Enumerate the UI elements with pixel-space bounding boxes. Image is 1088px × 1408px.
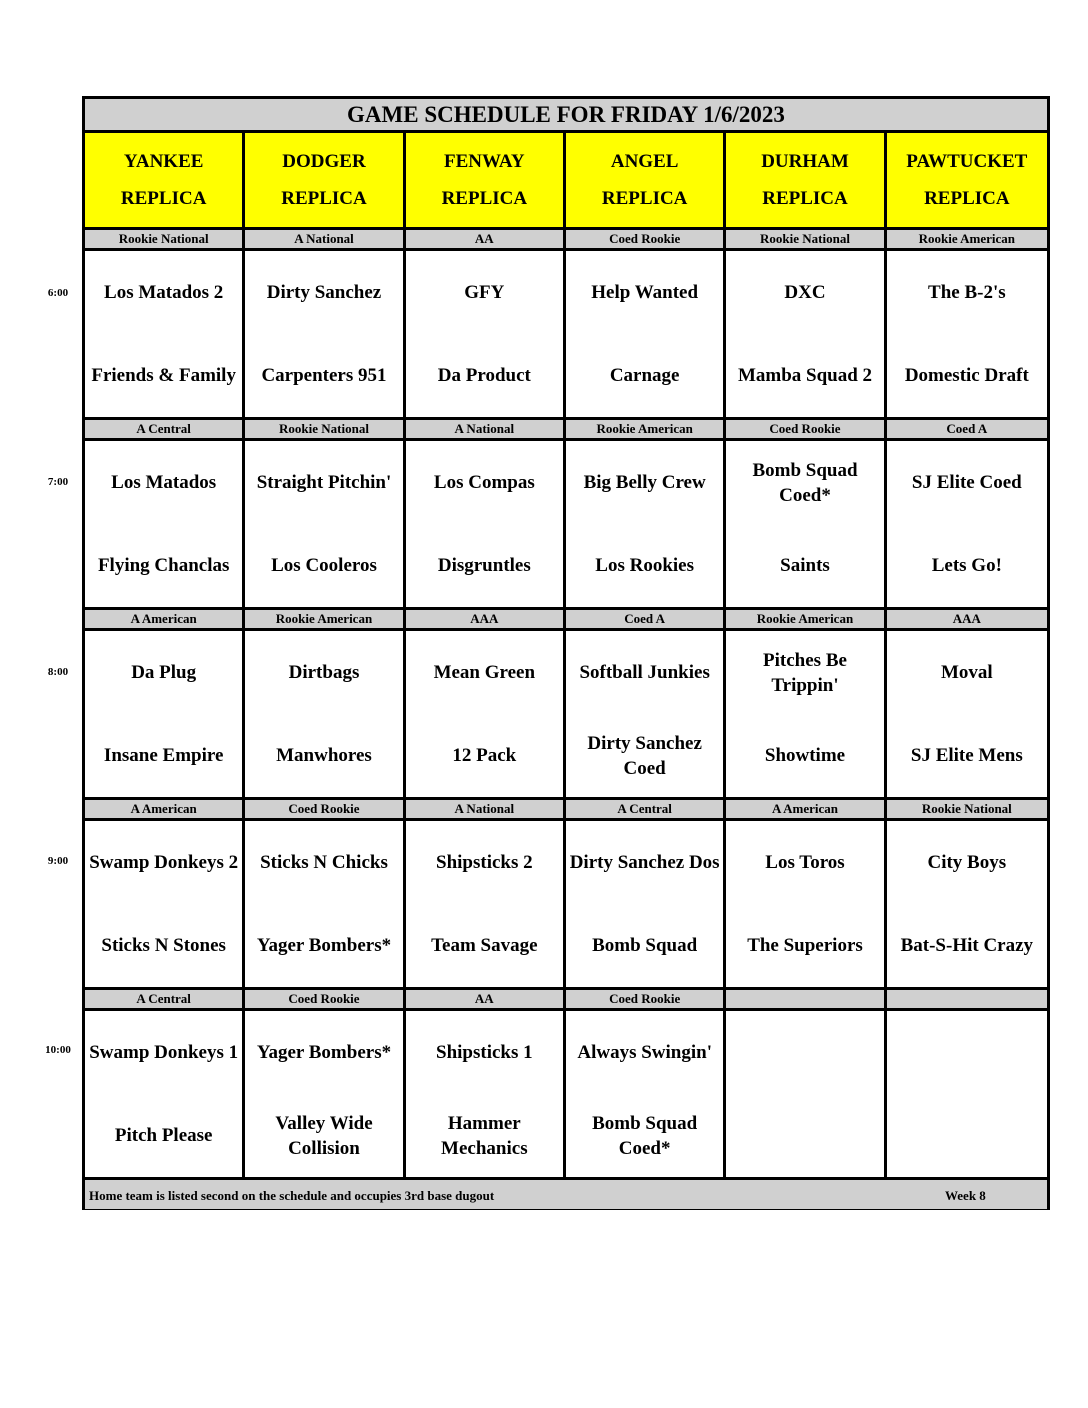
away-team: Bomb Squad Coed*: [752, 459, 858, 506]
away-team: Dirty Sanchez Dos: [569, 852, 720, 873]
away-team: Pitches Be Trippin': [763, 649, 847, 696]
away-team: Always Swingin': [577, 1042, 712, 1063]
division-label: Coed Rookie: [726, 417, 886, 441]
field-subtitle: REPLICA: [120, 188, 207, 209]
game-cell: [887, 631, 1047, 797]
home-team: Disgruntles: [437, 555, 531, 576]
game-cell: [245, 821, 405, 987]
game-cell: [406, 251, 566, 417]
game-cell: [406, 1011, 566, 1177]
game-cell: [726, 251, 886, 417]
game-cell: [887, 251, 1047, 417]
home-team: Insane Empire: [103, 745, 224, 766]
game-cell: [85, 441, 245, 607]
division-label: Rookie American: [887, 227, 1047, 251]
game-cell: [85, 1011, 245, 1177]
game-cell: [726, 441, 886, 607]
home-team: Bat-S-Hit Crazy: [900, 935, 1034, 956]
home-team: Carnage: [609, 365, 680, 386]
game-cell: [887, 441, 1047, 607]
field-subtitle: REPLICA: [281, 188, 367, 209]
division-label: Coed Rookie: [245, 987, 405, 1011]
game-cell: [406, 821, 566, 987]
home-team: Dirty Sanchez Coed: [587, 732, 702, 779]
division-label: A National: [406, 417, 566, 441]
away-team: Dirtbags: [288, 662, 360, 683]
home-team: Valley Wide Collision: [275, 1112, 373, 1159]
away-team: DXC: [784, 282, 826, 303]
division-label: Rookie American: [245, 607, 405, 631]
schedule-title: GAME SCHEDULE FOR FRIDAY 1/6/2023: [85, 99, 1047, 133]
division-label: A National: [245, 227, 405, 251]
division-label: Rookie American: [566, 417, 726, 441]
field-header-dodger: [245, 133, 405, 227]
away-team: Los Matados 2: [104, 282, 224, 303]
game-cell: [245, 251, 405, 417]
field-name: ANGEL: [610, 151, 679, 172]
game-cell: [245, 631, 405, 797]
game-cell: [566, 631, 726, 797]
field-name: DURHAM: [761, 151, 849, 172]
home-team: [726, 1094, 883, 1177]
away-team: Yager Bombers*: [256, 1042, 392, 1063]
field-name: DODGER: [282, 151, 366, 172]
home-team: Hammer Mechanics: [441, 1112, 528, 1159]
time-label: 8:00: [47, 666, 69, 678]
home-team: Pitch Please: [114, 1125, 213, 1146]
away-team: Moval: [940, 662, 993, 683]
division-label: A American: [726, 797, 886, 821]
game-cell: [85, 631, 245, 797]
home-team: Lets Go!: [931, 555, 1002, 576]
week-label: Week 8: [945, 1188, 986, 1203]
home-team: Saints: [780, 555, 830, 576]
field-subtitle: REPLICA: [441, 188, 528, 209]
field-header-fenway: [406, 133, 566, 227]
home-team: [887, 1094, 1047, 1177]
game-cell: [887, 821, 1047, 987]
division-label: Coed A: [566, 607, 726, 631]
game-cell: [245, 441, 405, 607]
home-team: Domestic Draft: [904, 365, 1029, 386]
footer-note: Home team is listed second on the schedule and occupies 3rd base dugout: [89, 1188, 495, 1203]
division-label: Rookie National: [726, 227, 886, 251]
division-label: Rookie National: [887, 797, 1047, 821]
division-label: A American: [85, 607, 245, 631]
game-cell: [245, 1011, 405, 1177]
away-team: Straight Pitchin': [256, 472, 392, 493]
away-team: SJ Elite Coed: [911, 472, 1022, 493]
division-label: AA: [406, 227, 566, 251]
division-label: Rookie American: [726, 607, 886, 631]
away-team: GFY: [464, 282, 505, 303]
home-team: Los Cooleros: [271, 555, 377, 576]
game-cell: [887, 1011, 1047, 1177]
game-cell: [566, 441, 726, 607]
home-team: Bomb Squad Coed*: [592, 1112, 698, 1159]
division-label: AA: [406, 987, 566, 1011]
schedule-footer: [85, 1177, 1047, 1209]
home-team: 12 Pack: [452, 745, 517, 766]
away-team: The B-2's: [928, 282, 1006, 303]
field-name: YANKEE: [123, 151, 204, 172]
home-team: Carpenters 951: [261, 365, 387, 386]
game-cell: [566, 821, 726, 987]
game-cell: [406, 631, 566, 797]
away-team: Da Plug: [131, 662, 197, 683]
away-team: Sticks N Chicks: [260, 852, 388, 873]
away-team: Swamp Donkeys 2: [89, 852, 239, 873]
away-team: Mean Green: [433, 662, 536, 683]
field-header-pawtucket: [887, 133, 1047, 227]
game-cell: [726, 821, 886, 987]
division-label: A Central: [566, 797, 726, 821]
game-cell: [85, 251, 245, 417]
division-label: A Central: [85, 987, 245, 1011]
away-team: City Boys: [927, 852, 1007, 873]
home-team: Sticks N Stones: [101, 935, 226, 956]
division-label: Coed Rookie: [566, 987, 726, 1011]
field-subtitle: REPLICA: [601, 188, 688, 209]
home-team: Flying Chanclas: [97, 555, 230, 576]
time-label: 6:00: [47, 287, 69, 299]
home-team: Bomb Squad: [592, 935, 698, 956]
home-team: The Superiors: [747, 935, 863, 956]
game-cell: [566, 251, 726, 417]
home-team: Yager Bombers*: [256, 935, 392, 956]
division-label: [887, 987, 1047, 1011]
division-label: A American: [85, 797, 245, 821]
division-label: AAA: [406, 607, 566, 631]
field-name: FENWAY: [444, 151, 525, 172]
home-team: Friends & Family: [91, 365, 236, 386]
time-label: 10:00: [45, 1044, 71, 1056]
field-header-yankee: [85, 133, 245, 227]
division-label: [726, 987, 886, 1011]
away-team: Shipsticks 2: [436, 852, 533, 873]
time-label: 7:00: [47, 476, 69, 488]
away-team: Dirty Sanchez: [266, 282, 382, 303]
home-team: Manwhores: [276, 745, 372, 766]
division-label: Rookie National: [245, 417, 405, 441]
home-team: Los Rookies: [595, 555, 695, 576]
away-team: Los Toros: [765, 852, 845, 873]
game-cell: [566, 1011, 726, 1177]
division-label: AAA: [887, 607, 1047, 631]
away-team: Softball Junkies: [579, 662, 710, 683]
away-team: [726, 1011, 883, 1094]
home-team: Da Product: [437, 365, 531, 386]
game-cell: [726, 1011, 886, 1177]
division-label: A Central: [85, 417, 245, 441]
away-team: Big Belly Crew: [583, 472, 706, 493]
home-team: SJ Elite Mens: [910, 745, 1023, 766]
away-team: Help Wanted: [591, 282, 699, 303]
division-label: Coed Rookie: [566, 227, 726, 251]
home-team: Mamba Squad 2: [737, 365, 873, 386]
away-team: Los Compas: [433, 472, 535, 493]
away-team: Shipsticks 1: [436, 1042, 533, 1063]
division-label: Coed Rookie: [245, 797, 405, 821]
away-team: Los Matados: [111, 472, 217, 493]
field-subtitle: REPLICA: [924, 188, 1010, 209]
game-cell: [85, 821, 245, 987]
division-label: Coed A: [887, 417, 1047, 441]
field-subtitle: REPLICA: [762, 188, 848, 209]
away-team: [887, 1011, 1047, 1094]
field-header-durham: [726, 133, 886, 227]
game-cell: [726, 631, 886, 797]
division-label: A National: [406, 797, 566, 821]
home-team: Showtime: [764, 745, 846, 766]
time-label: 9:00: [47, 855, 69, 867]
away-team: Swamp Donkeys 1: [89, 1042, 239, 1063]
game-cell: [406, 441, 566, 607]
schedule-table: [82, 96, 1050, 1210]
home-team: Team Savage: [431, 935, 538, 956]
division-label: Rookie National: [85, 227, 245, 251]
field-header-angel: [566, 133, 726, 227]
field-name: PAWTUCKET: [906, 151, 1028, 172]
